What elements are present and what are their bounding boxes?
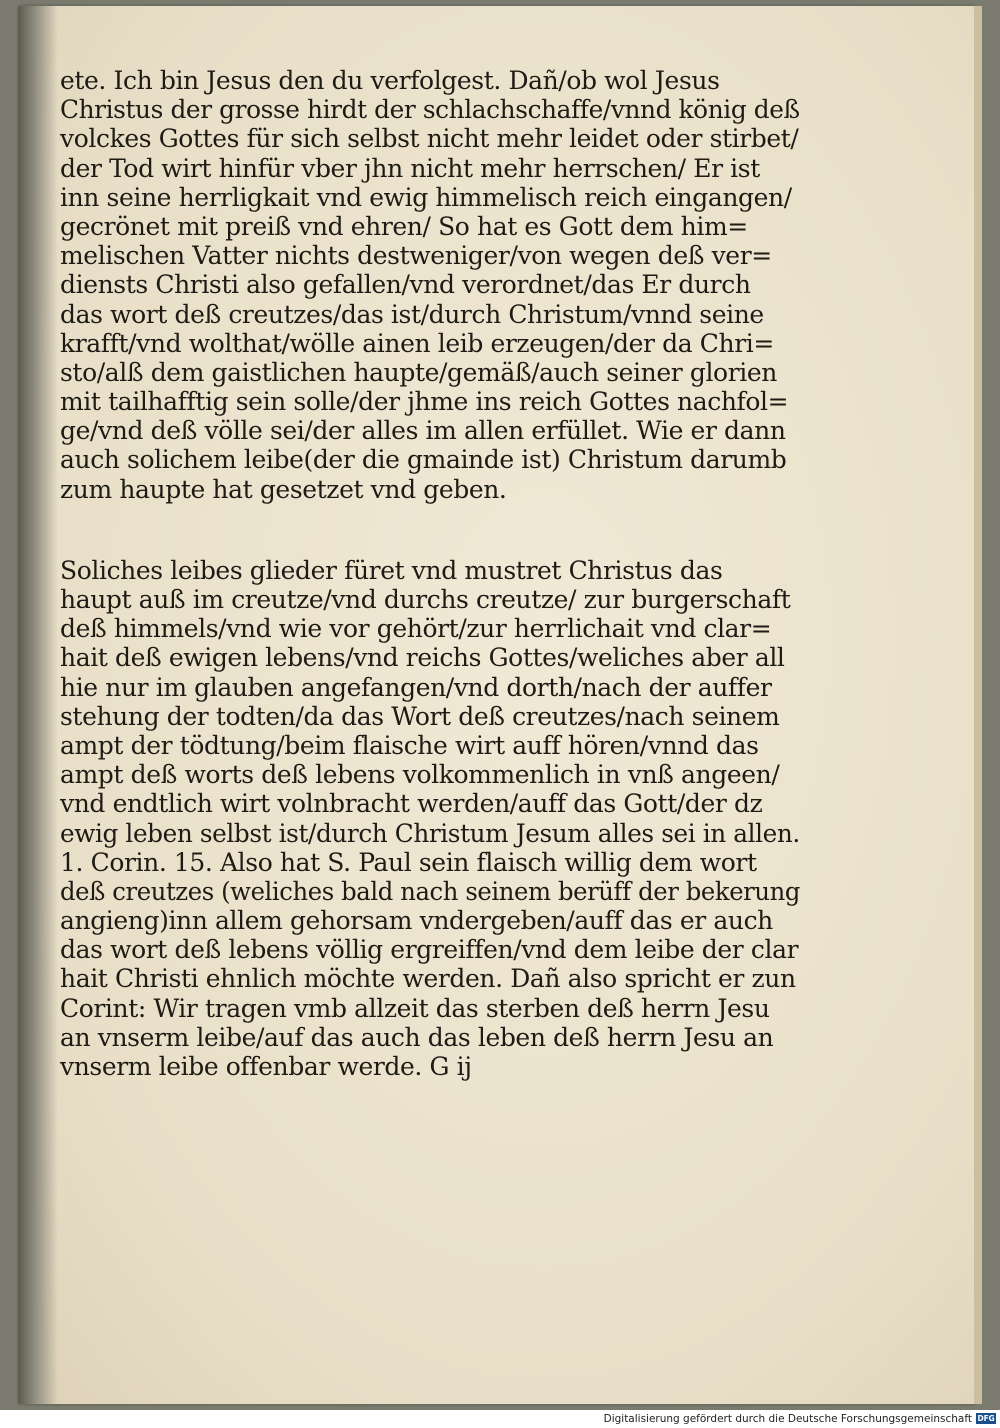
text-line: vnserm leibe offenbar werde. G ij bbox=[60, 1052, 472, 1081]
text-line: mit tailhafftig sein solle/der jhme ins reich Gottes nachfol= bbox=[60, 387, 789, 417]
text-line: ampt der tödtung/beim flaische wirt auff hören/vnnd das bbox=[60, 730, 759, 760]
text-line: angieng)inn allem gehorsam vndergeben/auff das er auch bbox=[60, 906, 773, 936]
text-line: 1. Corin. 15. Also hat S. Paul sein flaisch willig dem wort bbox=[60, 847, 757, 877]
text-line: melischen Vatter nichts destweniger/von wegen deß ver= bbox=[60, 241, 772, 271]
text-line: ete. Ich bin Jesus den du verfolgest. Dañ/ob wol Jesus bbox=[60, 66, 720, 95]
text-line: deß himmels/vnd wie vor gehört/zur herrlichait vnd clar= bbox=[60, 614, 772, 644]
text-line: haupt auß im creutze/vnd durchs creutze/ zur burgerschaft bbox=[60, 585, 791, 614]
digitization-credit: Digitalisierung gefördert durch die Deutsche Forschungsgemeinschaft bbox=[603, 1413, 972, 1425]
text-line: gecrönet mit preiß vnd ehren/ So hat es Gott dem him= bbox=[60, 211, 748, 241]
text-line: sto/alß dem gaistlichen haupte/gemäß/auch seiner glorien bbox=[60, 357, 777, 387]
text-line: krafft/vnd wolthat/wölle ainen leib erzeugen/der da Chri= bbox=[60, 328, 774, 358]
text-line: hie nur im glauben angefangen/vnd dorth/nach der auffer bbox=[60, 672, 772, 702]
text-line: ampt deß worts deß lebens volkommenlich in vnß angeen/ bbox=[60, 760, 780, 790]
paragraph-1 bbox=[60, 66, 800, 504]
text-line: der Tod wirt hinfür vber jhn nicht mehr herrschen/ Er ist bbox=[60, 153, 760, 183]
paragraph-2 bbox=[60, 556, 800, 1081]
text-line: hait Christi ehnlich möchte werden. Dañ also spricht er zun bbox=[60, 964, 796, 994]
text-line: das wort deß creutzes/das ist/durch Christum/vnnd seine bbox=[60, 299, 764, 329]
page-text bbox=[60, 66, 800, 1081]
text-line: an vnserm leibe/auf das auch das leben deß herrn Jesu an bbox=[60, 1022, 774, 1052]
text-line: deß creutzes (weliches bald nach seinem berüff der bekerung bbox=[60, 876, 801, 906]
text-line: das wort deß lebens völlig ergreiffen/vnd dem leibe der clar bbox=[60, 935, 799, 965]
text-line: ge/vnd deß völle sei/der alles im allen erfüllet. Wie er dann bbox=[60, 416, 786, 446]
text-line: hait deß ewigen lebens/vnd reichs Gottes/weliches aber all bbox=[60, 643, 785, 673]
page-gutter-shadow bbox=[18, 6, 58, 1404]
page-edge bbox=[974, 6, 982, 1404]
text-line: ewig leben selbst ist/durch Christum Jesum alles sei in allen. bbox=[60, 818, 800, 848]
text-line: inn seine herrligkait vnd ewig himmelisch reich eingangen/ bbox=[60, 182, 792, 212]
text-line: Corint: Wir tragen vmb allzeit das sterben deß herrn Jesu bbox=[60, 993, 770, 1023]
text-line: volckes Gottes für sich selbst nicht mehr leidet oder stirbet/ bbox=[60, 124, 799, 154]
paragraph-gap bbox=[60, 504, 800, 556]
text-line: Christus der grosse hirdt der schlachschaffe/vnnd könig deß bbox=[60, 95, 800, 125]
text-line: auch solichem leibe(der die gmainde ist) Christum darumb bbox=[60, 445, 787, 475]
dfg-logo: DFG bbox=[977, 1414, 995, 1423]
text-line: vnd endtlich wirt volnbracht werden/auff das Gott/der dz bbox=[60, 789, 763, 819]
text-line: diensts Christi also gefallen/vnd verordnet/das Er durch bbox=[60, 270, 751, 300]
text-line: stehung der todten/da das Wort deß creutzes/nach seinem bbox=[60, 701, 780, 731]
text-line: zum haupte hat gesetzet vnd geben. bbox=[60, 474, 507, 504]
text-line: Soliches leibes glieder füret vnd mustret Christus das bbox=[60, 555, 723, 585]
